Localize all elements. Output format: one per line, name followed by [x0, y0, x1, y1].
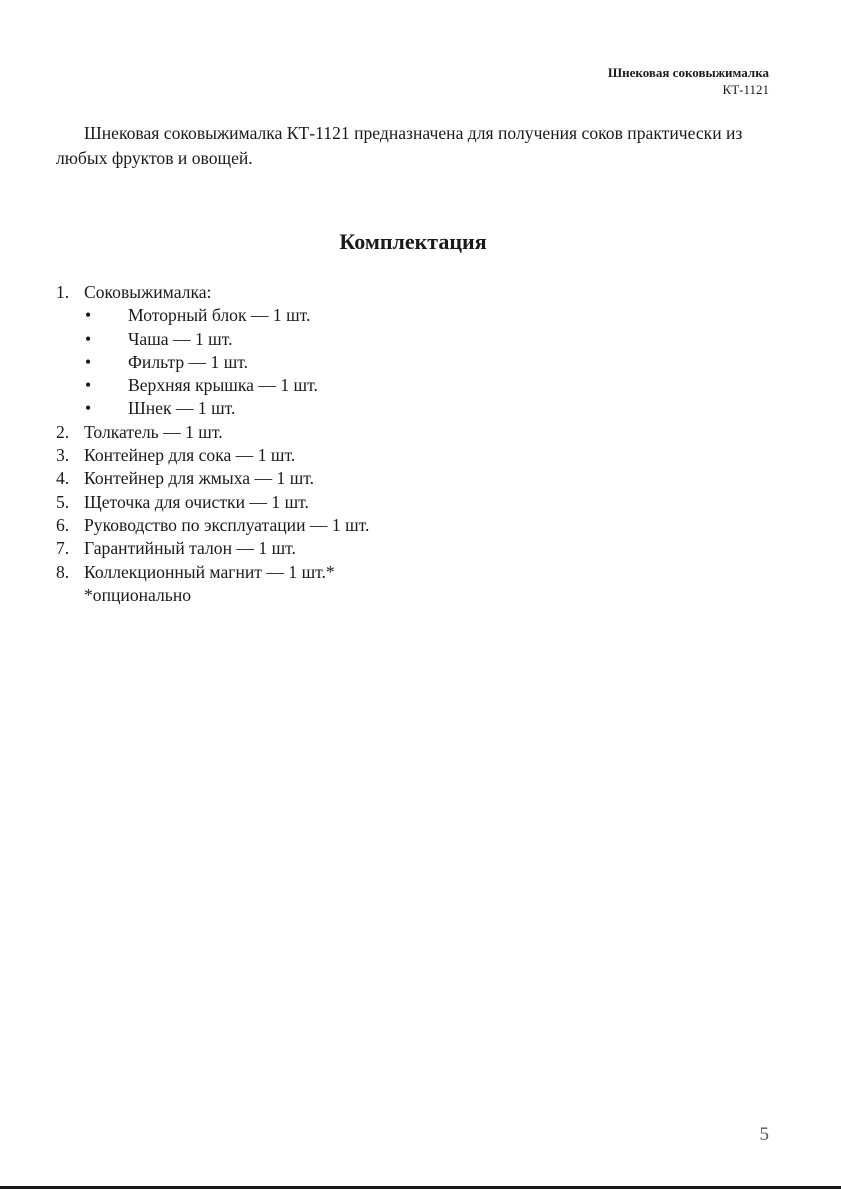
sub-list-item: [56, 397, 756, 420]
section-title: Комплектация: [339, 229, 487, 254]
list-item: [56, 421, 756, 444]
item-number: 8.: [56, 561, 70, 582]
bullet: •: [85, 351, 92, 372]
item-number: 2.: [56, 421, 70, 442]
sub-item-text: Верхняя крышка — 1 шт.: [128, 375, 318, 396]
item-text: Контейнер для сока — 1 шт.: [84, 445, 296, 466]
list-item: [56, 537, 756, 560]
item-number: 5.: [56, 491, 70, 512]
item-text: Гарантийный талон — 1 шт.: [84, 538, 296, 559]
page-header: [608, 64, 769, 98]
item-text: Контейнер для жмыха — 1 шт.: [84, 468, 315, 489]
list-item: [56, 444, 756, 467]
intro-paragraph: Шнековая соковыжималка КТ-1121 предназначена для получения соков практически из любых фруктов и овощей.: [56, 123, 743, 168]
sub-item-text: Моторный блок — 1 шт.: [128, 305, 311, 326]
bullet: •: [85, 305, 92, 326]
sub-list-item: [56, 328, 756, 351]
bullet: •: [85, 375, 92, 396]
footnote-row: [56, 584, 756, 607]
list-item: [56, 561, 756, 584]
item-number: 4.: [56, 468, 70, 489]
sub-list-item: [56, 351, 756, 374]
item-number: 6.: [56, 514, 70, 535]
list-item: [56, 491, 756, 514]
list-item: [56, 514, 756, 537]
sub-item-text: Чаша — 1 шт.: [128, 328, 233, 349]
list-item: [56, 467, 756, 490]
sub-list-item: [56, 304, 756, 327]
item-text: Щеточка для очистки — 1 шт.: [84, 491, 309, 512]
item-text: Толкатель — 1 шт.: [84, 421, 223, 442]
item-number: 3.: [56, 445, 70, 466]
footnote: *опционально: [84, 584, 192, 605]
list-item: [56, 281, 756, 304]
contents-list: [56, 281, 756, 607]
sub-list-item: [56, 374, 756, 397]
item-text: Соковыжималка:: [84, 282, 212, 302]
page-number: 5: [759, 1124, 769, 1145]
item-number: 7.: [56, 538, 70, 559]
sub-item-text: Фильтр — 1 шт.: [128, 351, 249, 372]
header-model: КТ-1121: [722, 82, 769, 97]
sub-item-text: Шнек — 1 шт.: [128, 398, 236, 419]
header-title: Шнековая соковыжималка: [607, 65, 769, 80]
item-text: Руководство по эксплуатации — 1 шт.: [84, 514, 370, 535]
item-text: Коллекционный магнит — 1 шт.*: [84, 561, 335, 582]
item-number: 1.: [56, 282, 70, 302]
bullet: •: [85, 328, 92, 349]
bullet: •: [85, 398, 92, 419]
